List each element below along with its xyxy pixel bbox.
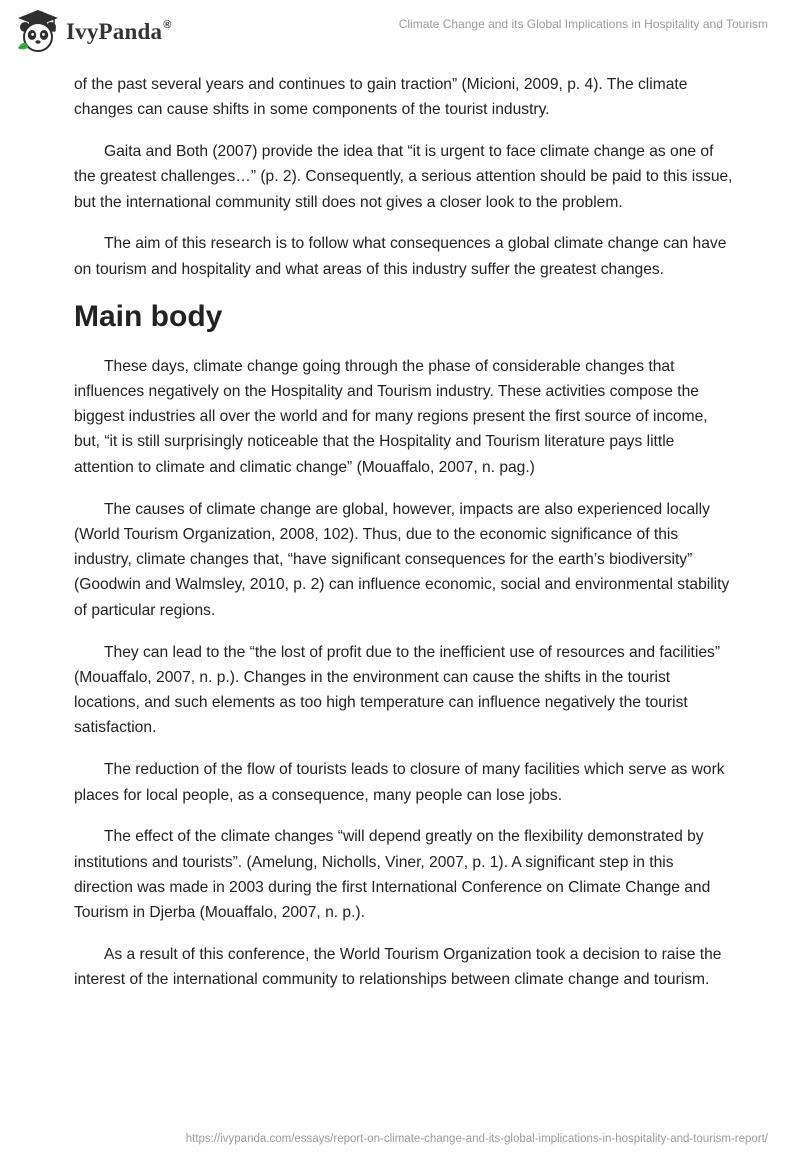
paragraph: The causes of climate change are global, however, impacts are also experienced locally (World Tourism Organization, 2008, 102). Thus, due to the economic significance of this industry, climate changes that, “have significant consequences for the earth’s biodiversity” (Goodwin and Walmsley, 2010, p. 2) can influence economic, social and environmental stability of particular regions. xyxy=(74,500,730,619)
paragraph: The aim of this research is to follow what consequences a global climate change can have on tourism and hospitality and what areas of this industry suffer the greatest changes. xyxy=(74,235,727,278)
essay-content xyxy=(74,72,734,1009)
paragraph: As a result of this conference, the World Tourism Organization took a decision to raise the interest of the international community to relationships between climate change and tourism. xyxy=(74,946,722,989)
paragraph: These days, climate change going through the phase of considerable changes that influences negatively on the Hospitality and Tourism industry. These activities compose the biggest industries all over the world and for many regions present the first source of income, but, “it is still surprisingly noticeable that the Hospitality and Tourism literature pays little attention to climate and climatic change” (Mouaffalo, 2007, n. pag.) xyxy=(74,357,708,476)
document-title-header: Climate Change and its Global Implications in Hospitality and Tourism xyxy=(398,17,768,31)
registered-mark: ® xyxy=(163,19,172,31)
panda-graduate-icon xyxy=(14,8,62,54)
brand-name-text: IvyPanda xyxy=(66,19,163,44)
paragraph: They can lead to the “the lost of profit due to the inefficient use of resources and facilities” (Mouaffalo, 2007, n. p.). Changes in the environment can cause the shifts in the tourist locations, and such elements as too high temperature can influence negatively the tourist satisfaction. xyxy=(74,643,721,737)
source-url[interactable]: https://ivypanda.com/essays/report-on-climate-change-and-its-global-implications-in-hospitality-and-tourism-report/ xyxy=(185,1133,768,1145)
paragraph: The reduction of the flow of tourists leads to closure of many facilities which serve as work places for local people, as a consequence, many people can lose jobs. xyxy=(74,761,725,804)
section-heading: Main body xyxy=(74,299,223,333)
brand-name xyxy=(66,19,172,45)
ivypanda-logo[interactable] xyxy=(14,8,172,54)
paragraph: of the past several years and continues to gain traction” (Micioni, 2009, p. 4). The climate changes can cause shifts in some components of the tourist industry. xyxy=(74,76,688,119)
paragraph: The effect of the climate changes “will depend greatly on the flexibility demonstrated by institutions and tourists”. (Amelung, Nicholls, Viner, 2007, p. 1). A significant step in this direction was made in 2003 during the first International Conference on Climate Change and Tourism in Djerba (Mouaffalo, 2007, n. p.). xyxy=(74,828,711,922)
paragraph: Gaita and Both (2007) provide the idea that “it is urgent to face climate change as one of the greatest challenges…” (p. 2). Consequently, a serious attention should be paid to this issue, but the international community still does not gives a closer look to the problem. xyxy=(74,143,733,211)
